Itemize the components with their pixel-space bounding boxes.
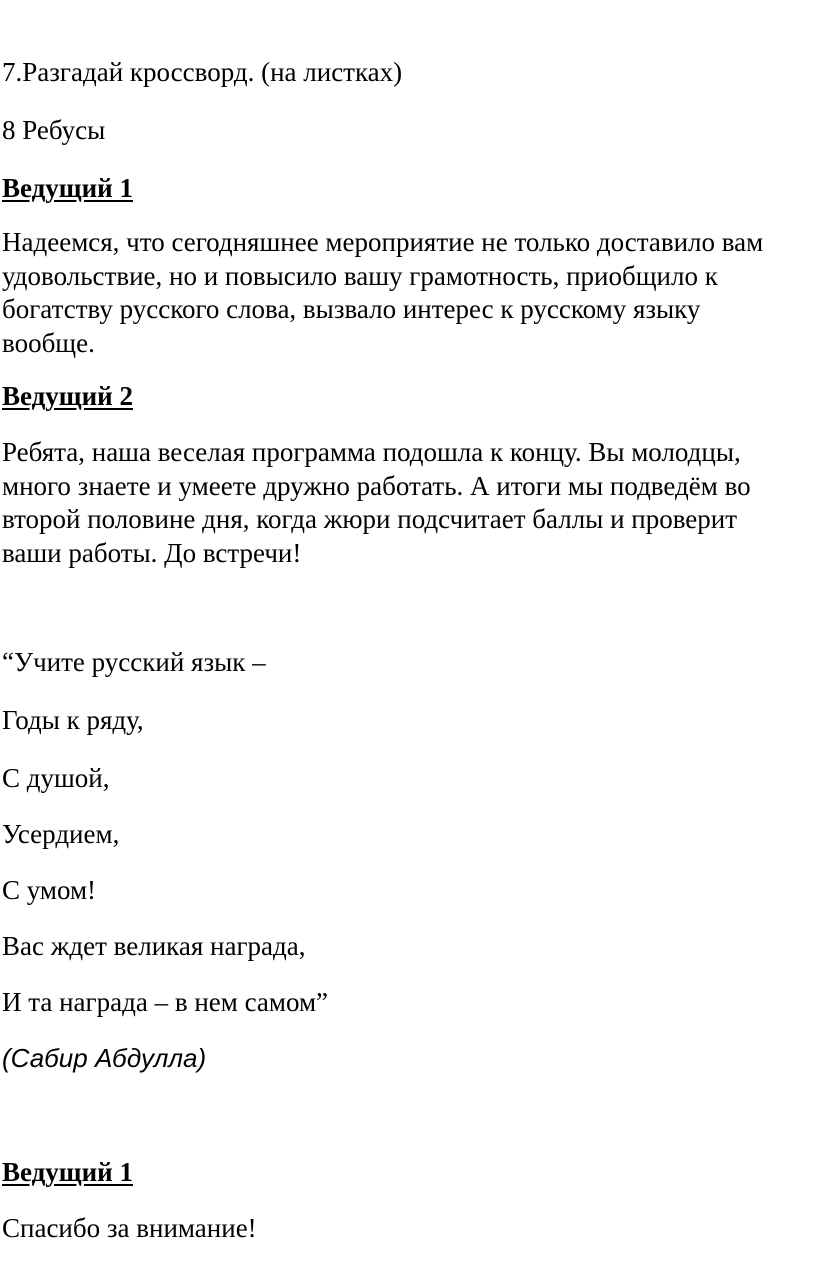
speech-paragraph-1 xyxy=(2,226,812,360)
closing-text: Спасибо за внимание! xyxy=(2,1213,257,1243)
poem-line: С умом! xyxy=(2,875,97,905)
poem-line: Усердием, xyxy=(2,819,120,849)
poem-line: Вас ждет великая награда, xyxy=(2,931,306,961)
paragraph-line: много знаете и умеете дружно работать. А итоги мы подведём во xyxy=(2,470,751,501)
paragraph-line: Надеемся, что сегодняшнее мероприятие не только доставило вам xyxy=(2,227,764,257)
speaker-heading-2: Ведущий 2 xyxy=(2,381,133,411)
item-7-crossword: 7.Разгадай кроссворд. (на листках) xyxy=(2,57,403,87)
paragraph-line: богатству русского слова, вызвало интерес к русскому языку xyxy=(2,294,701,324)
paragraph-line: ваши работы. До встречи! xyxy=(2,537,302,568)
poem-line: Годы к ряду, xyxy=(2,705,144,735)
speech-paragraph-2 xyxy=(2,436,812,570)
paragraph-line: второй половине дня, когда жюри подсчитает баллы и проверит xyxy=(2,504,738,534)
speaker-heading-1: Ведущий 1 xyxy=(2,173,133,203)
item-8-rebuses: 8 Ребусы xyxy=(2,115,106,145)
speaker-heading-closing: Ведущий 1 xyxy=(2,1157,133,1187)
poem-line: И та награда – в нем самом” xyxy=(2,987,329,1017)
poem-line: “Учите русский язык – xyxy=(2,647,266,677)
poem-line: С душой, xyxy=(2,763,110,793)
poem-author: (Сабир Абдулла) xyxy=(2,1043,207,1073)
paragraph-line: удовольствие, но и повысило вашу грамотность, приобщило к xyxy=(2,260,718,291)
paragraph-line: Ребята, наша веселая программа подошла к концу. Вы молодцы, xyxy=(2,437,741,467)
paragraph-line: вообще. xyxy=(2,327,95,358)
